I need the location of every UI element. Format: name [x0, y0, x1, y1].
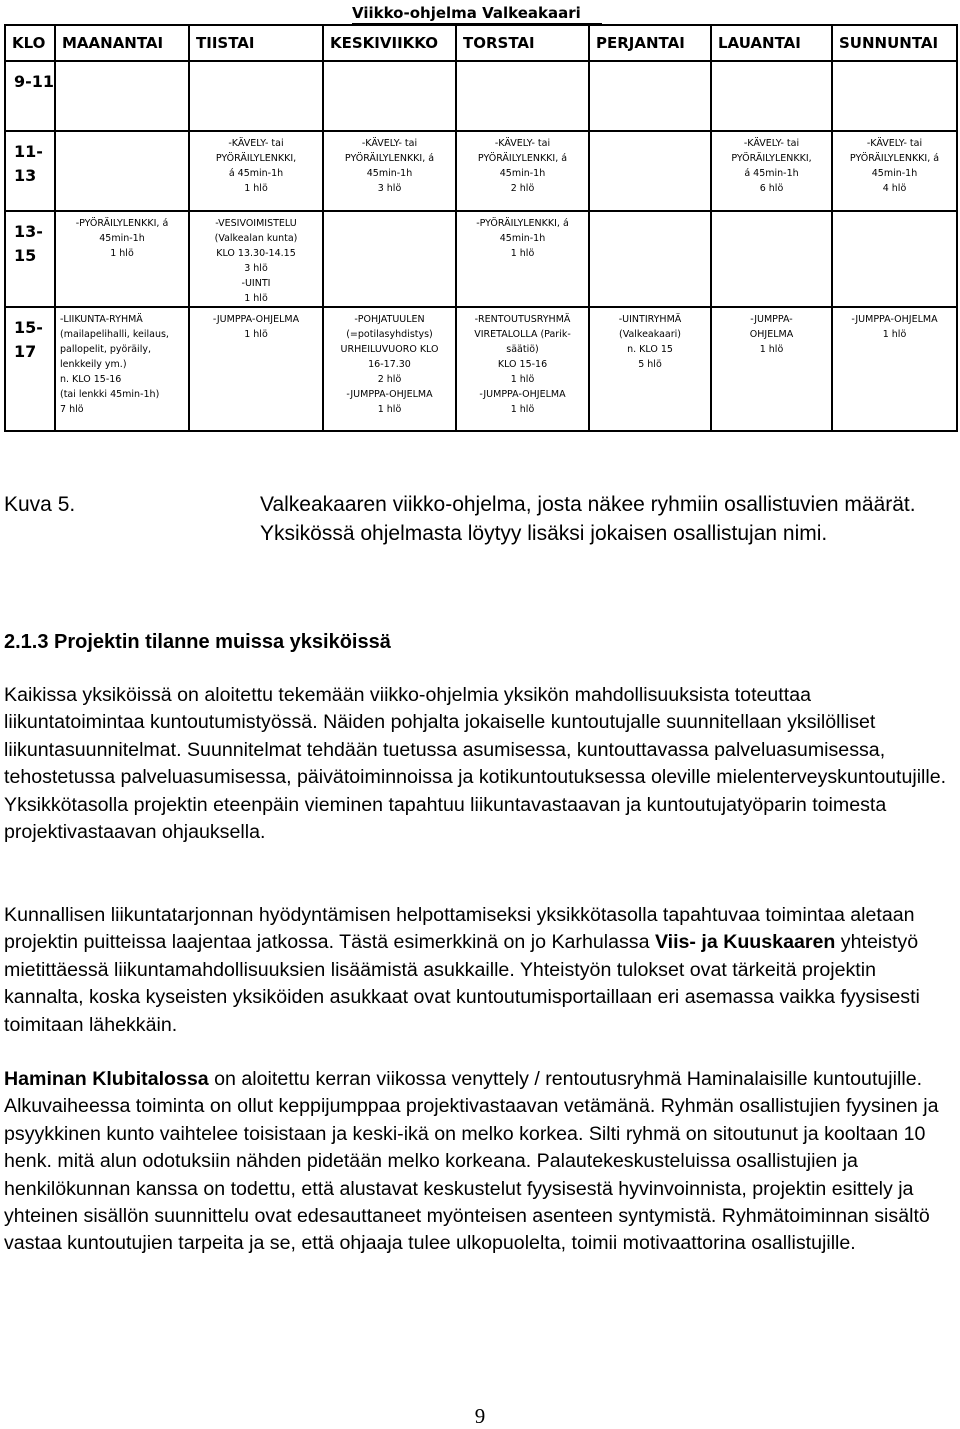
schedule-title: Viikko-ohjelma Valkeakaari	[352, 3, 602, 25]
schedule-cell	[323, 211, 456, 307]
activity-line: -KÄVELY- tai	[361, 138, 418, 149]
schedule-cell	[189, 307, 323, 431]
schedule-cell	[189, 61, 323, 131]
participant-count: 1 hlö	[244, 293, 268, 304]
participant-count: 5 hlö	[638, 359, 662, 370]
participant-count: 1 hlö	[244, 329, 268, 340]
activity-line: n. KLO 15-16	[60, 374, 122, 385]
schedule-row	[5, 61, 957, 131]
activity-line: KLO 15-16	[497, 359, 548, 370]
hour-label: 13-	[14, 222, 43, 241]
participant-count: 1 hlö	[882, 329, 907, 340]
header-perjantai: PERJANTAI	[589, 25, 711, 61]
schedule-cell	[589, 131, 711, 211]
activity-line: 45min-1h	[366, 168, 413, 179]
schedule-cell	[589, 211, 711, 307]
activity-line: -PYÖRÄILYLENKKI, á	[476, 218, 569, 229]
header-maanantai: MAANANTAI	[55, 25, 189, 61]
paragraph-2-text-end: yhteistyö mietittäessä liikuntamahdollisuuksien lisäämistä asukkaille. Yhteistyön tulokset ovat tärkeitä projektin kannalta, koska kyseisten yksiköiden asukkaat ovat kuntoutumisportaillaan eri asemassa vaikka fyysisesti toimitaan lähekkäin.	[4, 931, 920, 1036]
participant-count: 7 hlö	[60, 404, 84, 415]
paragraph-3-bold-text: Haminan Klubitalossa	[4, 1068, 209, 1090]
hour-cell	[5, 307, 55, 431]
participant-count: 1 hlö	[510, 404, 535, 415]
activity-line: (tai lenkki 45min-1h)	[60, 389, 160, 400]
section-heading: 2.1.3 Projektin tilanne muissa yksiköissä	[4, 631, 391, 653]
paragraph-1: Kaikissa yksiköissä on aloitettu tekemään viikko-ohjelmia yksikön mahdollisuuksista toteuttaa liikuntatoimintaa kuntoutumistyössä. Näiden pohjalta jokaiselle kuntoutujalle suunnitellaan yksilölliset liikuntasuunnitelmat. Suunnitelmat tehdään tuetussa asumisessa, kuntouttavassa palveluasumisessa, tehostetussa palveluasumisessa, päivätoiminnoissa ja kotikuntoutuksessa oleville mielenterveyskuntoutujille. Yksikkötasolla projektin eteenpäin vieminen tapahtuu liikuntavastaavan ja kuntoutujatyöparin toimesta projektivastaavan ohjauksella.	[4, 684, 947, 844]
schedule-cell	[55, 131, 189, 211]
schedule-cell	[456, 211, 589, 307]
activity-line: PYÖRÄILYLENKKI,	[731, 153, 812, 164]
schedule-header-row	[5, 25, 957, 61]
schedule-cell	[832, 307, 957, 431]
participant-count: 1 hlö	[110, 248, 134, 259]
schedule-cell	[456, 61, 589, 131]
schedule-cell	[55, 61, 189, 131]
activity-line: 16-17.30	[368, 359, 411, 370]
hour-label: 13	[14, 166, 37, 185]
participant-count: 1 hlö	[377, 404, 402, 415]
schedule-row	[5, 131, 957, 211]
participant-count: 1 hlö	[510, 374, 535, 385]
schedule-cell	[589, 61, 711, 131]
activity-line: -RENTOUTUSRYHMÄ	[474, 314, 571, 325]
schedule-row	[5, 307, 957, 431]
schedule-cell	[832, 131, 957, 211]
participant-count: 4 hlö	[882, 183, 907, 194]
schedule-cell	[55, 307, 189, 431]
activity-line: PYÖRÄILYLENKKI, á	[849, 153, 940, 164]
activity-line: -JUMPPA-OHJELMA	[346, 389, 433, 400]
schedule-cell	[323, 131, 456, 211]
participant-count: 1 hlö	[244, 183, 268, 194]
activity-line: 45min-1h	[871, 168, 918, 179]
paragraph-2-bold-text: Viis- ja Kuuskaaren	[654, 931, 836, 954]
schedule-cell	[711, 61, 832, 131]
activity-line: säätiö)	[506, 344, 539, 355]
schedule-cell	[55, 211, 189, 307]
activity-line: PYÖRÄILYLENKKI, á	[344, 153, 435, 164]
activity-line: -JUMPPA-OHJELMA	[212, 314, 300, 325]
activity-line: -UINTIRYHMÄ	[618, 314, 682, 325]
schedule-cell	[189, 131, 323, 211]
activity-line: -JUMPPA-OHJELMA	[479, 389, 566, 400]
activity-line: -PYÖRÄILYLENKKI, á	[75, 218, 169, 229]
schedule-cell	[456, 307, 589, 431]
activity-line: -UINTI	[241, 278, 271, 289]
paragraph-2-text-start: Kunnallisen liikuntatarjonnan hyödyntämisen helpottamiseksi yksikkötasolla tapahtuvaa toimintaa aletaan projektin puitteissa laajentaa jatkossa. Tästä esimerkkinä on jo Karhulassa	[4, 904, 915, 954]
activity-line: KLO 13.30-14.15	[216, 248, 296, 259]
hour-label: 15-	[14, 318, 43, 337]
activity-line: -LIIKUNTA-RYHMÄ	[60, 314, 143, 325]
schedule-cell	[711, 307, 832, 431]
participant-count: 2 hlö	[377, 374, 402, 385]
schedule-cell	[589, 307, 711, 431]
activity-line: á 45min-1h	[228, 168, 284, 179]
activity-line: -KÄVELY- tai	[494, 138, 551, 149]
activity-line: lenkkeily ym.)	[60, 359, 127, 370]
schedule-cell	[323, 61, 456, 131]
schedule-table	[4, 24, 958, 432]
header-lauantai: LAUANTAI	[711, 25, 832, 61]
activity-line: PYÖRÄILYLENKKI,	[215, 153, 297, 164]
activity-line: (Valkeakaari)	[619, 329, 681, 340]
participant-count: 3 hlö	[377, 183, 402, 194]
schedule-cell	[456, 131, 589, 211]
activity-line: (mailapelihalli, keilaus,	[60, 329, 169, 340]
hour-label: 17	[14, 342, 37, 361]
activity-line: -POHJATUULEN	[354, 314, 425, 325]
activity-line: -KÄVELY- tai	[228, 138, 284, 149]
page-number: 9	[474, 1404, 486, 1428]
hour-label: 9-11	[14, 72, 55, 91]
activity-line: (Valkealan kunta)	[214, 233, 298, 244]
hour-cell	[5, 131, 55, 211]
activity-line: á 45min-1h	[744, 168, 799, 179]
activity-line: -KÄVELY- tai	[743, 138, 800, 149]
header-tiistai: TIISTAI	[189, 25, 323, 61]
activity-line: 45min-1h	[499, 233, 546, 244]
activity-line: (=potilasyhdistys)	[346, 329, 433, 340]
activity-line: VIRETALOLLA (Parik-	[474, 329, 571, 340]
participant-count: 1 hlö	[759, 344, 784, 355]
hour-label: 15	[14, 246, 37, 265]
header-keskiviikko: KESKIVIIKKO	[323, 25, 456, 61]
schedule-cell	[832, 61, 957, 131]
header-sunnuntai: SUNNUNTAI	[832, 25, 957, 61]
header-klo: KLO	[5, 25, 55, 61]
participant-count: 6 hlö	[759, 183, 784, 194]
activity-line: 45min-1h	[99, 233, 145, 244]
activity-line: -JUMPPA-OHJELMA	[851, 314, 938, 325]
activity-line: URHEILUVUORO KLO	[340, 344, 439, 355]
hour-cell	[5, 61, 55, 131]
schedule-row	[5, 211, 957, 307]
participant-count: 1 hlö	[510, 248, 535, 259]
activity-line: n. KLO 15	[627, 344, 673, 355]
caption-label: Kuva 5.	[4, 493, 76, 516]
participant-count: 2 hlö	[510, 183, 535, 194]
activity-line: pallopelit, pyöräily,	[60, 344, 151, 355]
hour-label: 11-	[14, 142, 43, 161]
paragraph-2	[4, 902, 956, 1039]
participant-count: 3 hlö	[244, 263, 268, 274]
activity-line: OHJELMA	[749, 329, 794, 340]
activity-line: -JUMPPA-	[750, 314, 793, 325]
caption-text: Valkeakaaren viikko-ohjelma, josta näkee ryhmiin osallistuvien määrät. Yksikössä ohjelmasta löytyy lisäksi jokaisen osallistujan nimi.	[260, 493, 916, 545]
activity-line: -KÄVELY- tai	[866, 138, 923, 149]
schedule-cell	[711, 211, 832, 307]
paragraph-3	[4, 1066, 956, 1258]
header-torstai: TORSTAI	[456, 25, 589, 61]
paragraph-3-text: on aloitettu kerran viikossa venyttely / rentoutusryhmä Haminalaisille kuntoutujille. Alkuvaiheessa toiminta on ollut keppijumppaa projektivastaavan vetämänä. Ryhmän osallistujien fyysinen ja psyykkinen kunto vaihtelee toisistaan ja keski-ikä on melko korkea. Silti ryhmä on sitoutunut ja kooltaan 10 henk. mitä alun odotuksiin nähden pidetään melko korkeana. Palautekeskusteluissa osallistujien ja henkilökunnan kanssa on todettu, että alustavat keskustelut fyysisestä hyvinvoinnista, projektin esittely ja yhteinen sisällön suunnittelu ovat edesauttaneet myönteisen asenteen syntymistä. Ryhmätoiminnan sisältö vastaa kuntoutujien tarpeita ja se, että ohjaaja tulee ulkopuolelta, toimii motivaattorina osallistujille.	[4, 1068, 939, 1255]
schedule-cell	[323, 307, 456, 431]
schedule-cell	[832, 211, 957, 307]
schedule-cell	[189, 211, 323, 307]
activity-line: 45min-1h	[499, 168, 546, 179]
schedule-figure	[0, 0, 960, 432]
activity-line: -VESIVOIMISTELU	[215, 218, 297, 229]
hour-cell	[5, 211, 55, 307]
activity-line: PYÖRÄILYLENKKI, á	[477, 153, 568, 164]
schedule-cell	[711, 131, 832, 211]
